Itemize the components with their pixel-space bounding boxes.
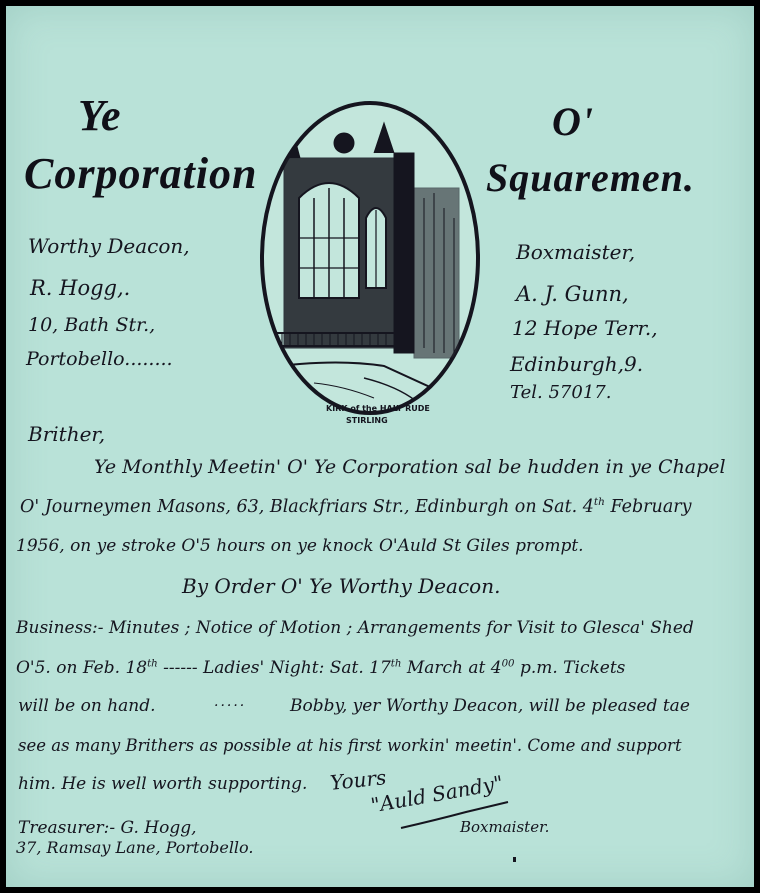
business-line4: see as many Brithers as possible at his first workin' meetin'. Come and support: [18, 736, 682, 755]
treasurer-line1: Treasurer:- G. Hogg,: [18, 818, 197, 838]
business-line2: [16, 658, 625, 678]
title-corporation: Corporation: [24, 149, 258, 198]
business-line2-c: March at 4: [401, 658, 502, 678]
deacon-name: R. Hogg,.: [30, 276, 131, 300]
illustration-caption-line2: STIRLING: [346, 416, 388, 425]
title-squaremen: Squaremen.: [486, 155, 695, 200]
business-line3-dots: ·····: [214, 698, 247, 714]
business-line2-b: ------ Ladies' Night: Sat. 17: [157, 658, 391, 678]
business-line2-a: O'5. on Feb. 18: [16, 658, 148, 678]
treasurer-line2: 37, Ramsay Lane, Portobello.: [16, 838, 254, 857]
boxmaister-role: Boxmaister,: [516, 240, 636, 264]
business-line3-b: Bobby, yer Worthy Deacon, will be pleased tae: [290, 696, 690, 716]
boxmaister-telephone: Tel. 57017.: [510, 382, 612, 403]
business-line2-sup1: th: [147, 658, 158, 670]
deacon-address-line1: 10, Bath Str.,: [28, 314, 156, 336]
closing-yours: Yours: [328, 765, 388, 795]
paragraph-line2-text: O' Journeymen Masons, 63, Blackfriars Str., Edinburgh on Sat. 4: [20, 496, 594, 517]
paragraph-line2-tail: February: [604, 496, 692, 517]
small-mark: [513, 857, 516, 862]
boxmaister-address-line2: Edinburgh,9.: [510, 352, 644, 376]
boxmaister-closing: Boxmaister.: [460, 818, 550, 836]
business-line3-a: will be on hand.: [18, 696, 156, 716]
paragraph-line2-sup: th: [593, 496, 605, 508]
order-line: By Order O' Ye Worthy Deacon.: [182, 574, 501, 598]
paragraph-line1: Ye Monthly Meetin' O' Ye Corporation sal be hudden in ye Chapel: [94, 456, 726, 478]
business-line5: him. He is well worth supporting.: [18, 774, 308, 794]
business-line1: Business:- Minutes ; Notice of Motion ; Arrangements for Visit to Glesca' Shed: [16, 618, 694, 638]
boxmaister-name: A. J. Gunn,: [516, 282, 629, 306]
title-ye: Ye: [78, 91, 122, 140]
business-line2-sup3: 00: [501, 658, 515, 670]
paragraph-line3: 1956, on ye stroke O'5 hours on ye knock O'Auld St Giles prompt.: [16, 536, 584, 556]
illustration-caption-line1: KIRK of the HALY RUDE: [326, 404, 430, 413]
business-line2-d: p.m. Tickets: [514, 658, 626, 678]
title-o: O': [552, 99, 594, 144]
paragraph-line2: [20, 496, 692, 517]
deacon-address-line2: Portobello........: [26, 348, 173, 370]
business-line2-sup2: th: [390, 658, 402, 670]
boxmaister-address-line1: 12 Hope Terr.,: [512, 316, 658, 340]
salutation: Brither,: [28, 422, 106, 446]
kirk-illustration: [254, 98, 486, 433]
signature-auld-sandy: "Auld Sandy": [368, 770, 505, 818]
deacon-role: Worthy Deacon,: [28, 234, 190, 258]
